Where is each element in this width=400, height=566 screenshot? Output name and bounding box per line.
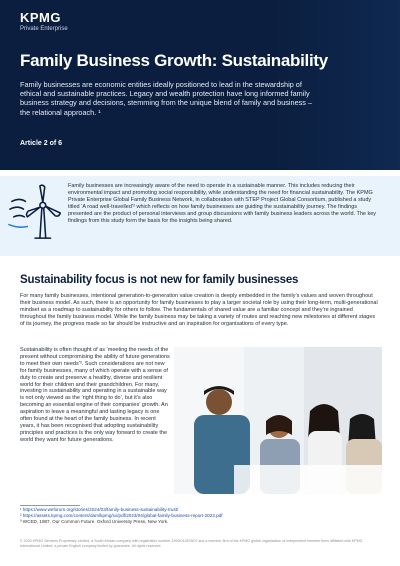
- legal-notice: © 2025 KPMG Services Proprietary Limited, a South African company with registration number 1999/012876/07 and a member firm of the KPMG global organisation of independent member firms affiliated with KPMG International Limited, a private English company limited by guarantee. All rights reserved.: [20, 539, 363, 548]
- business-meeting-photo: [174, 347, 382, 494]
- logo-text: KPMG: [20, 10, 61, 25]
- footnote-3: ³ WCED, 1987. Our Common Future. Oxford University Press, New York.: [20, 519, 169, 525]
- hero-banner: [0, 0, 400, 170]
- article-number: Article 2 of 6: [20, 140, 63, 147]
- meeting-illustration: [174, 347, 382, 494]
- logo-subtitle: Private Enterprise: [20, 26, 68, 32]
- wind-turbine-icon: [8, 182, 66, 244]
- page-title: Family Business Growth: Sustainability: [20, 51, 328, 70]
- footnote-link-2[interactable]: ² https://assets.kpmg.com/content/dam/kpmg/xx/pdf/2023/04/global-family-business-report-2023.pdf: [20, 513, 223, 519]
- footnote-link-1[interactable]: ¹ https://www.weforum.org/stories/2024/03/family-business-sustainability-trust/: [20, 507, 179, 512]
- intro-text: Family businesses are increasingly aware of the need to operate in a sustainable manner. This includes reducing their environmental impact and promoting social responsibility, while understanding the need for financial sustainability. The KPMG Private Enterprise Global Family Business Network, in collaboration with STEP Project Global Consortium, published a study titled ‘A road well-travelled’² which reflects on how family businesses are guiding the sustainability journey. The findings presented are the product of personal interviews and group discussions with family business leaders across the world. The key findings from this study form the basis for the insights being shared.: [68, 183, 377, 224]
- footnote-divider: [20, 505, 80, 506]
- intro-callout: [0, 176, 400, 256]
- section-column-text: Sustainability is often thought of as ‘meeting the needs of the present without compromising the ability of future generations to meet their own needs’³. Such considerations are not new for family businesses, many of which operate with a sense of duty to create and preserve a healthy, diverse and resilient world for their children and their grandchildren. For many, investing in sustainability and operating in a sustainable way is not only viewed as the ‘right thing to do’, but it’s also becoming an essential engine of their companies’ growth. An aspiration to leave a meaningful and lasting legacy is one often found at the heart of the family business. In recent years, it has been recognised that adopting sustainability principles and practices is the only way forward to create the world they want for future generations.: [20, 347, 170, 443]
- section-body: For many family businesses, intentional generation-to-generation value creation is deeply embedded in the family’s values and woven throughout their business model. As such, there is an opportunity for family businesses to play a larger societal role by using their long-term, multi-generational mindset as a roadmap to sustainability for others to follow. The fundamentals of shared value are a familiar concept and they’re ingrained throughout the family business model. While the family business may be taking a variety of routes and reaching new milestones at different stages of its journey, the progress made so far should be instructive and an inspiration for organisations of every type.: [20, 293, 378, 327]
- section-title: Sustainability focus is not new for family businesses: [20, 274, 299, 286]
- footnotes: [20, 507, 380, 526]
- hero-summary: Family businesses are economic entities ideally positioned to lead in the stewardship of ethical and sustainable practices. Legacy and wealth protection have long informed family business strategy and decisions, stemming from the unique blend of family and business – the relational approach. ¹: [20, 80, 313, 117]
- kpmg-logo: [20, 10, 68, 32]
